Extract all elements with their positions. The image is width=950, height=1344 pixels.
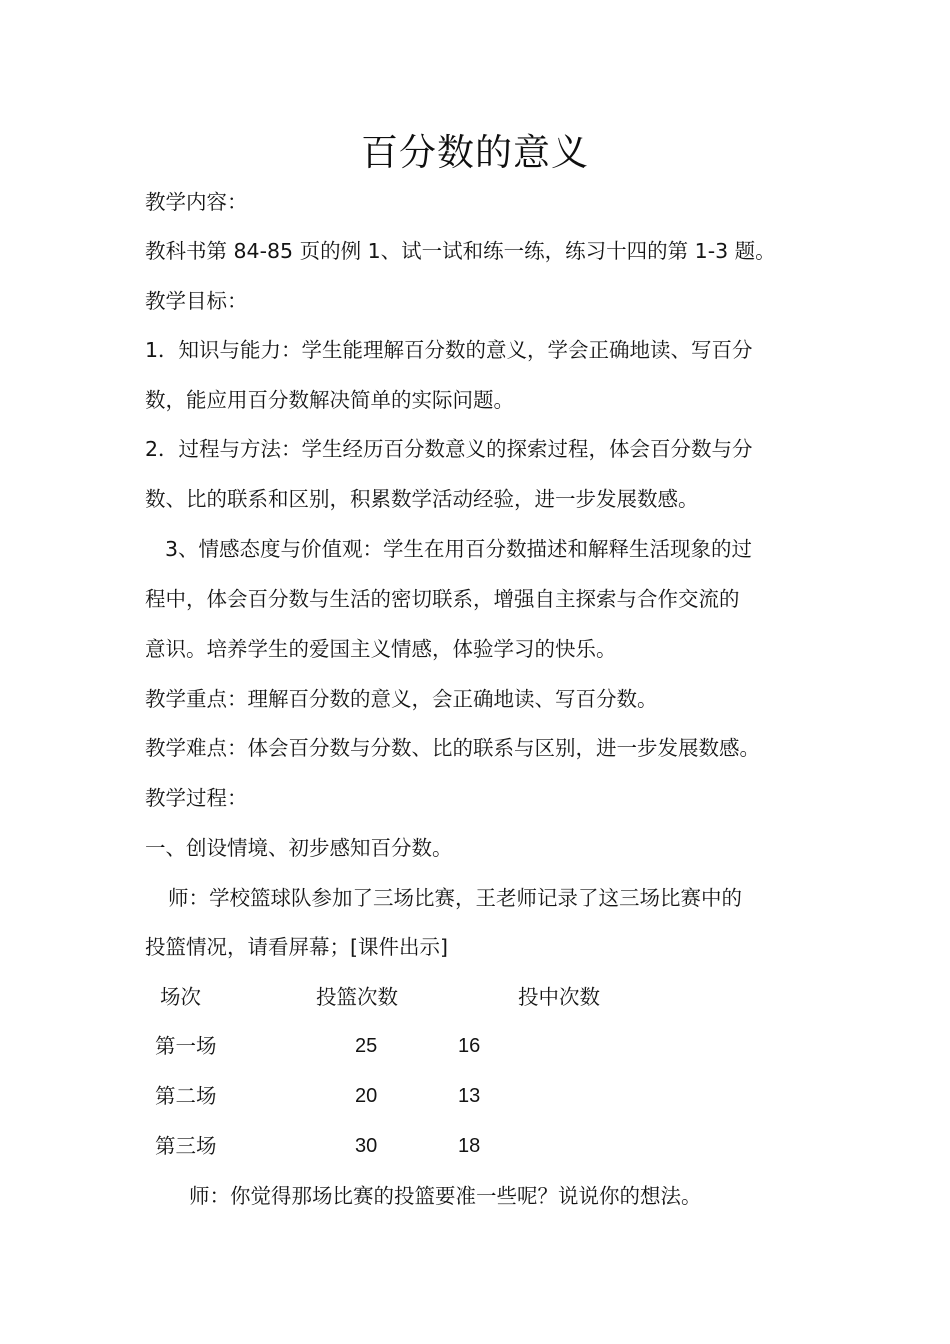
table-header-game: 场次 — [160, 985, 201, 1009]
teacher-question: 师：你觉得那场比赛的投篮要准一些呢？说说你的想法。 — [189, 1184, 702, 1208]
objective-3-line-2: 程中，体会百分数与生活的密切联系，增强自主探索与合作交流的 — [145, 587, 740, 611]
table-row-1-game: 第一场 — [155, 1034, 217, 1058]
document-title: 百分数的意义 — [361, 131, 589, 174]
table-row-3-attempts: 30 — [355, 1135, 378, 1157]
table-row-1-made: 16 — [458, 1035, 481, 1057]
teacher-dialogue-line-1: 师：学校篮球队参加了三场比赛，王老师记录了这三场比赛中的 — [168, 886, 742, 910]
objective-3-line-3: 意识。培养学生的爱国主义情感，体验学习的快乐。 — [145, 637, 617, 661]
key-point-text: 教学重点：理解百分数的意义，会正确地读、写百分数。 — [145, 687, 658, 711]
table-row-1-attempts: 25 — [355, 1035, 378, 1057]
table-header-attempts: 投篮次数 — [316, 985, 398, 1009]
difficulty-text: 教学难点：体会百分数与分数、比的联系与区别，进一步发展数感。 — [145, 736, 760, 760]
table-row-3-made: 18 — [458, 1135, 481, 1157]
content-text: 教科书第 84-85 页的例 1、试一试和练一练，练习十四的第 1-3 题。 — [145, 239, 776, 263]
objective-3-line-1: 3、情感态度与价值观：学生在用百分数描述和解释生活现象的过 — [165, 537, 753, 561]
teacher-dialogue-line-2: 投篮情况，请看屏幕；[课件出示] — [145, 935, 448, 959]
section-heading-objectives: 教学目标： — [145, 289, 248, 313]
table-row-2-made: 13 — [458, 1085, 481, 1107]
table-row-2-attempts: 20 — [355, 1085, 378, 1107]
section-heading-process: 教学过程： — [145, 786, 248, 810]
objective-1-line-2: 数，能应用百分数解决简单的实际问题。 — [145, 388, 514, 412]
objective-1-line-1: 1．知识与能力：学生能理解百分数的意义，学会正确地读、写百分 — [145, 338, 753, 362]
section-heading-content: 教学内容： — [145, 190, 248, 214]
process-step-1: 一、创设情境、初步感知百分数。 — [145, 836, 453, 860]
table-row-3-game: 第三场 — [155, 1134, 217, 1158]
objective-2-line-1: 2．过程与方法：学生经历百分数意义的探索过程，体会百分数与分 — [145, 437, 753, 461]
table-row-2-game: 第二场 — [155, 1084, 217, 1108]
objective-2-line-2: 数、比的联系和区别，积累数学活动经验，进一步发展数感。 — [145, 487, 699, 511]
table-header-made: 投中次数 — [518, 985, 600, 1009]
